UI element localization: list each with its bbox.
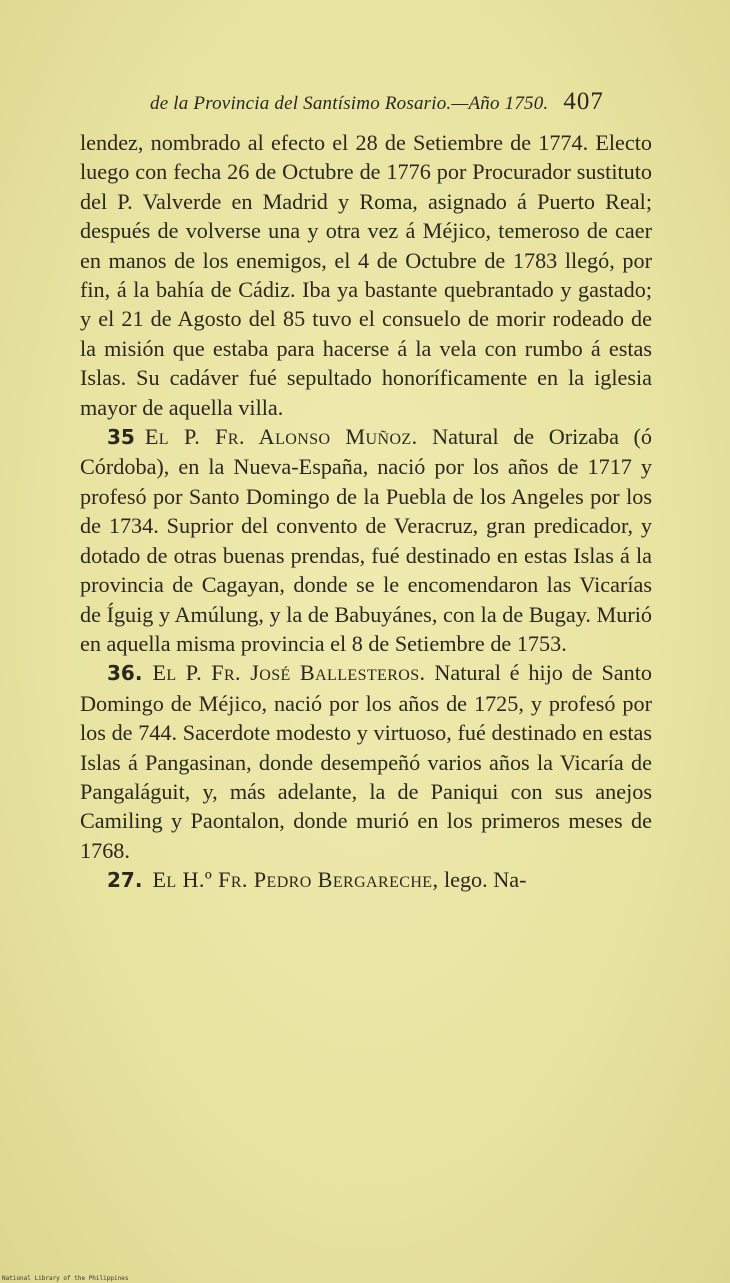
entry-text: Natural é hijo de Santo Domingo de Méjico, nació por los años de 1725, y profesó por los de 744. Sacerdote modesto y virtuoso, fué destinado en estas Islas á Pangasinan, donde desempeñó varios años la Vicaría de Pangaláguit, y, más adelante, la de Paniqui con sus anejos Camiling y Paontalon, donde murió en los primeros meses de 1768. xyxy=(80,660,652,863)
entry-35 xyxy=(80,422,652,658)
entry-27 xyxy=(80,865,652,895)
page-number: 407 xyxy=(563,88,604,115)
running-header xyxy=(150,88,630,116)
entry-number: 27. xyxy=(107,868,143,893)
running-title: de la Provincia del Santísimo Rosario.—Año 1750. xyxy=(150,93,549,114)
entry-name: El P. Fr. José Ballesteros. xyxy=(152,660,426,686)
entry-number: 36. xyxy=(107,661,143,686)
entry-text: Natural de Orizaba (ó Córdoba), en la Nueva-España, nació por los años de 1717 y profesó por Santo Domingo de la Puebla de los Angeles por los de 1734. Suprior del convento de Veracruz, gran predicador, y dotado de otras buenas prendas, fué destinado en estas Islas á la provincia de Cagayan, donde se le encomendaron las Vicarías de Íguig y Amúlung, y la de Babuyánes, con la de Bugay. Murió en aquella misma provincia el 8 de Setiembre de 1753. xyxy=(80,424,652,656)
entry-name: El P. Fr. Alonso Muñoz. xyxy=(144,424,418,450)
entry-36 xyxy=(80,658,652,865)
entry-number: 35 xyxy=(107,425,135,450)
page-body xyxy=(80,128,652,896)
entry-name: El H.º Fr. Pedro Bergareche, xyxy=(152,867,439,893)
entry-text: lego. Na- xyxy=(443,867,527,893)
continuation-paragraph: lendez, nombrado al efecto el 28 de Setiembre de 1774. Electo luego con fecha 26 de Octubre de 1776 por Procurador sustituto del P. Valverde en Madrid y Roma, asignado á Puerto Real; después de volverse una y otra vez á Méjico, temeroso de caer en manos de los enemigos, el 4 de Octubre de 1783 llegó, por fin, á la bahía de Cádiz. Iba ya bastante quebrantado y gastado; y el 21 de Agosto del 85 tuvo el consuelo de morir rodeado de la misión que estaba para hacerse á la vela con rumbo á estas Islas. Su cadáver fué sepultado honoríficamente en la iglesia mayor de aquella villa. xyxy=(80,130,652,420)
library-credit: National Library of the Philippines xyxy=(2,1275,129,1282)
